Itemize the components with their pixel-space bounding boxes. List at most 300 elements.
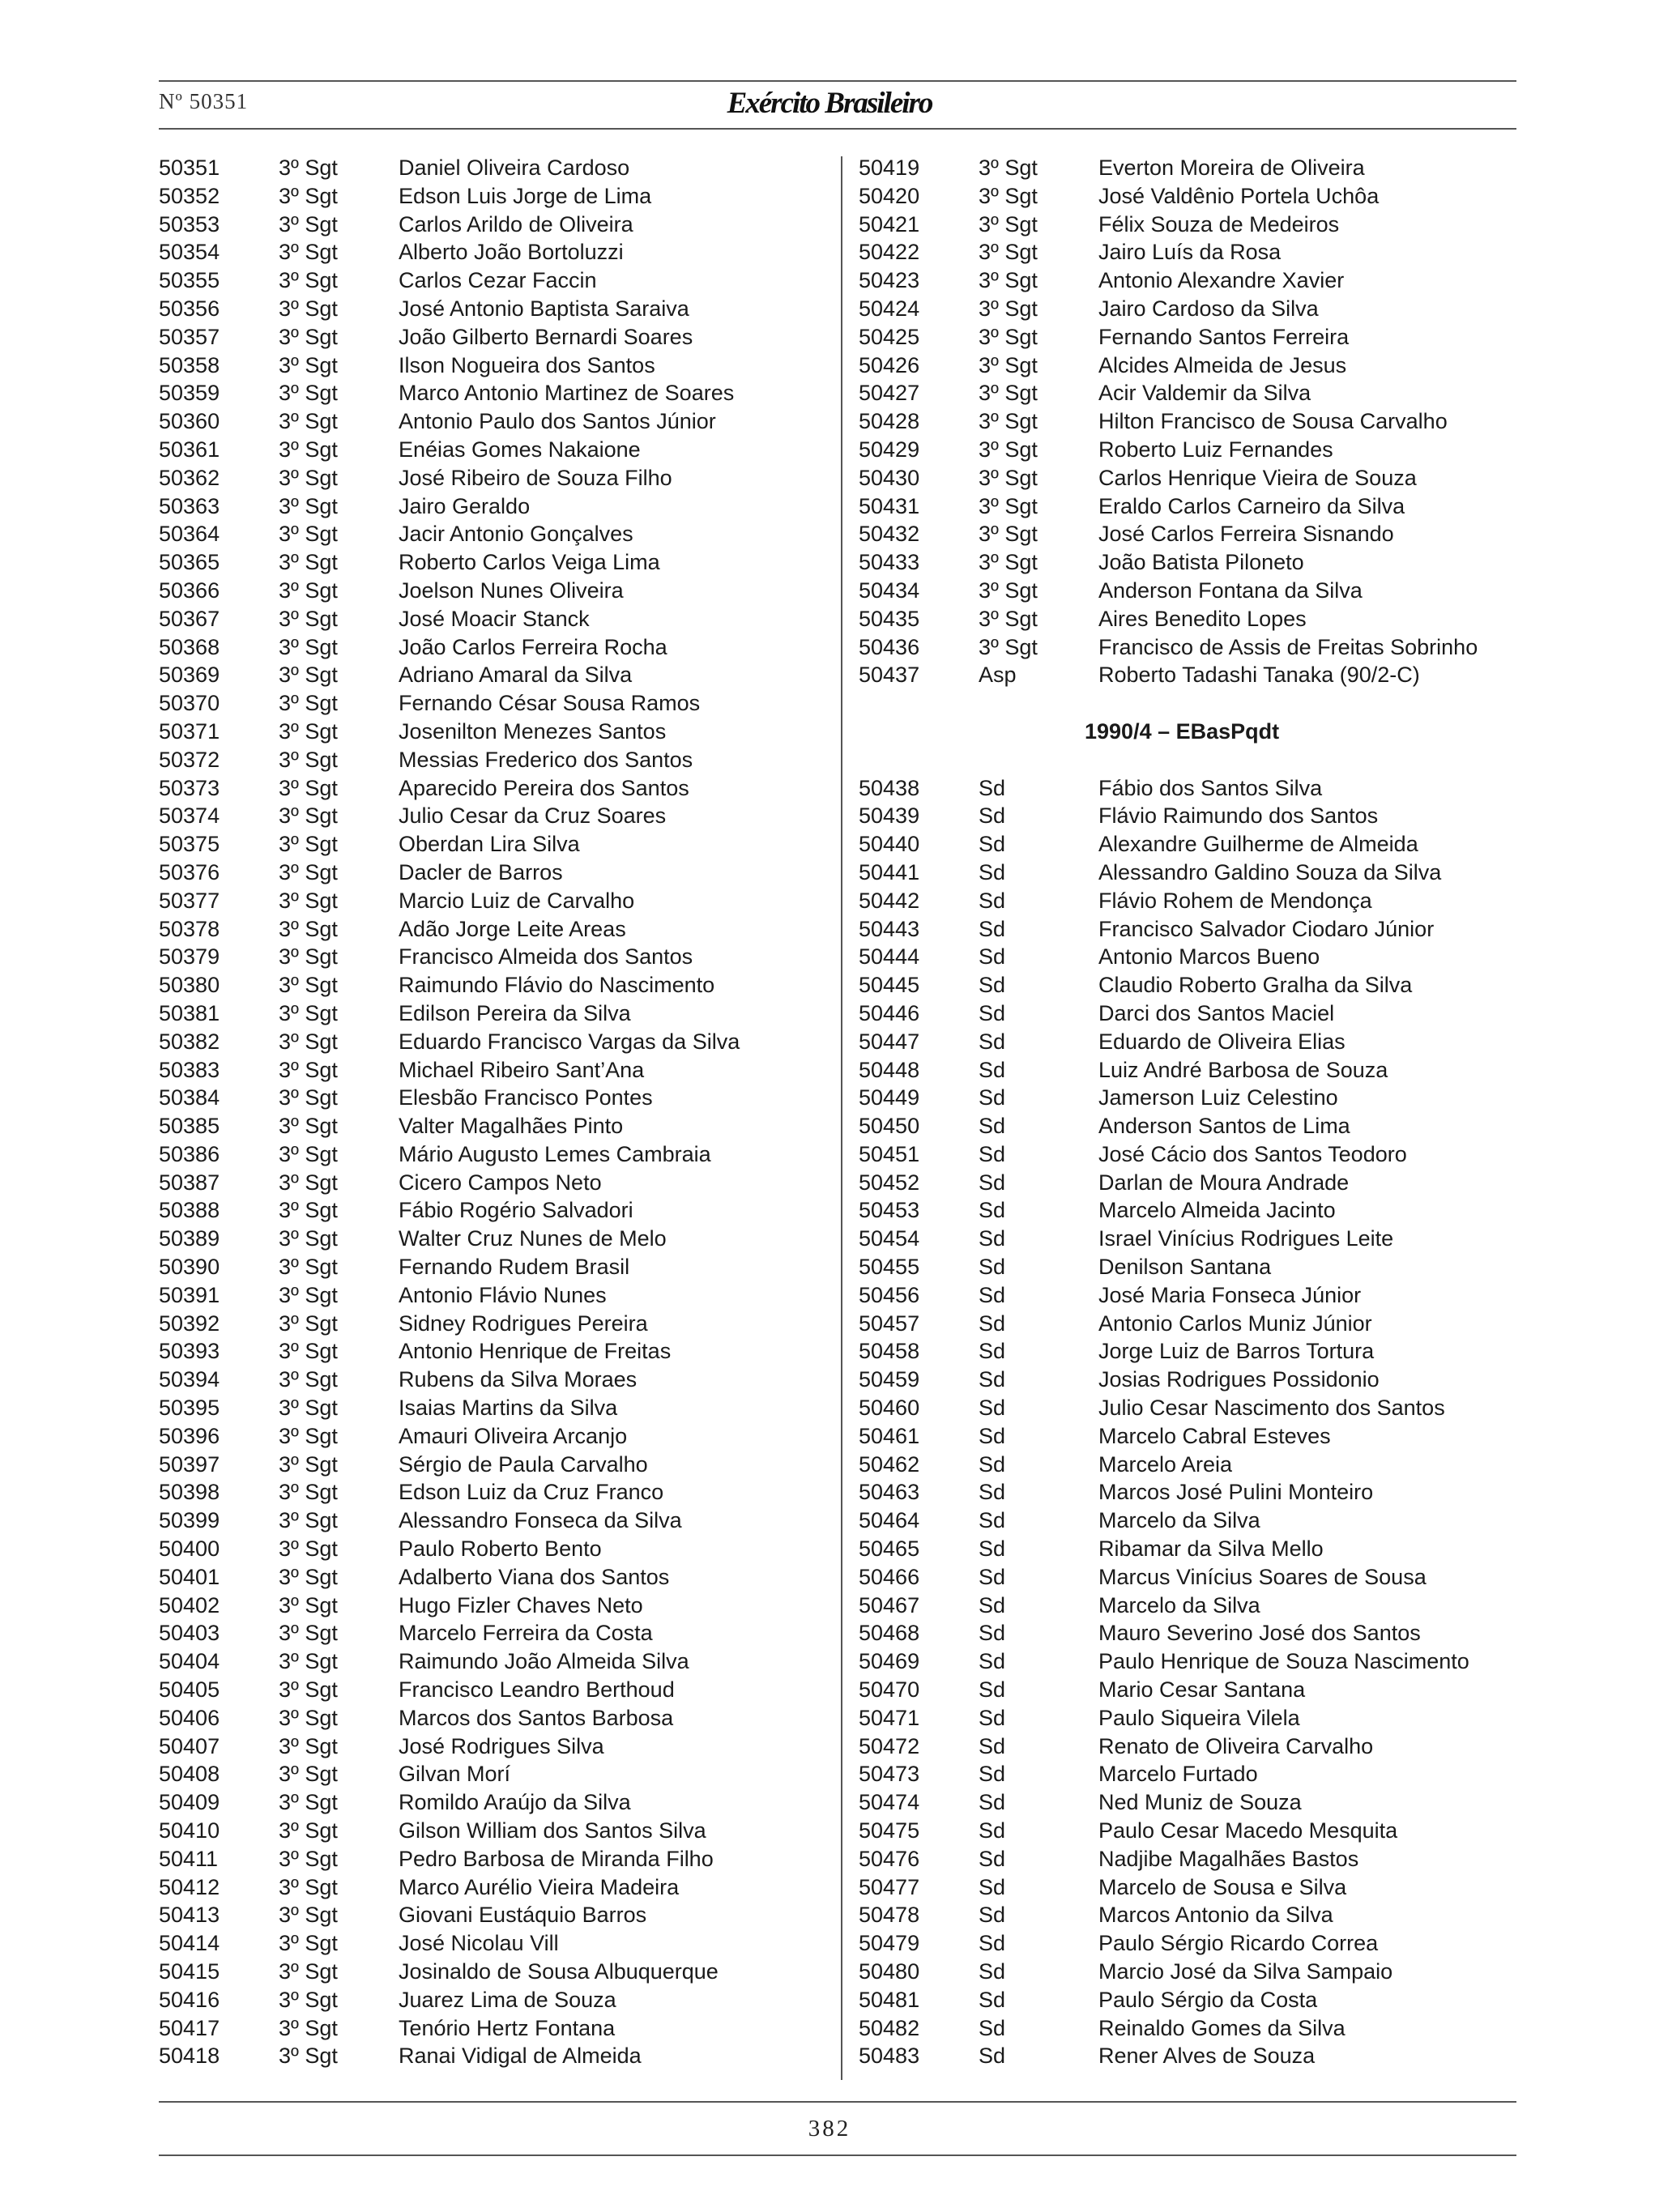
entry-number: 50407: [159, 1733, 220, 1758]
list-item: [159, 1196, 839, 1225]
entry-number: 50356: [159, 296, 220, 321]
entry-name: Elesbão Francisco Pontes: [399, 1085, 653, 1110]
entry-rank: Sd: [979, 1339, 1006, 1364]
list-item: [859, 1478, 1523, 1507]
list-item: [159, 746, 839, 774]
entry-number: 50430: [859, 465, 920, 490]
entry-rank: 3º Sgt: [279, 352, 338, 377]
entry-number: 50443: [859, 916, 920, 941]
entry-number: 50400: [159, 1536, 220, 1562]
entry-rank: 3º Sgt: [279, 183, 338, 208]
entry-number: 50360: [159, 409, 220, 434]
list-item: [159, 464, 839, 492]
entry-rank: Sd: [979, 1733, 1006, 1758]
entry-rank: 3º Sgt: [979, 606, 1038, 631]
entry-name: João Gilberto Bernardi Soares: [399, 324, 693, 349]
list-item: [859, 1592, 1523, 1620]
list-item: [859, 1845, 1523, 1873]
entry-rank: Sd: [979, 1311, 1006, 1336]
entry-name: Paulo Roberto Bento: [399, 1536, 602, 1562]
entry-rank: 3º Sgt: [279, 296, 338, 321]
entry-name: Julio Cesar da Cruz Soares: [399, 803, 667, 829]
entry-rank: Sd: [979, 1451, 1006, 1477]
entry-rank: 3º Sgt: [279, 1311, 338, 1336]
entry-name: Romildo Araújo da Silva: [399, 1790, 631, 1815]
entry-name: Marcelo Almeida Jacinto: [1098, 1198, 1336, 1223]
entry-number: 50476: [859, 1846, 920, 1871]
entry-rank: 3º Sgt: [279, 1057, 338, 1082]
entry-number: 50362: [159, 465, 220, 490]
list-item: [859, 1281, 1523, 1310]
entry-number: 50402: [159, 1592, 220, 1617]
list-item: [159, 1592, 839, 1620]
list-item: [159, 1084, 839, 1112]
entry-rank: Sd: [979, 1621, 1006, 1646]
entry-number: 50409: [159, 1790, 220, 1815]
list-item: [159, 238, 839, 266]
entry-rank: 3º Sgt: [279, 888, 338, 913]
entry-number: 50451: [859, 1141, 920, 1166]
list-item: [159, 802, 839, 830]
entry-name: Oberdan Lira Silva: [399, 832, 580, 857]
list-item: [159, 211, 839, 239]
list-item: [159, 1958, 839, 1986]
entry-name: José Nicolau Vill: [399, 1931, 559, 1956]
entry-name: Marcus Vinícius Soares de Sousa: [1098, 1564, 1427, 1589]
entry-name: Marcelo Areia: [1098, 1451, 1233, 1477]
list-item: [859, 1733, 1523, 1761]
list-item: [159, 1478, 839, 1507]
list-item: [859, 1112, 1523, 1140]
entry-name: Edson Luis Jorge de Lima: [399, 183, 652, 208]
entry-number: 50358: [159, 352, 220, 377]
entry-name: Nadjibe Magalhães Bastos: [1098, 1846, 1359, 1871]
entry-name: Daniel Oliveira Cardoso: [399, 156, 630, 180]
entry-number: 50391: [159, 1282, 220, 1307]
entry-name: Raimundo João Almeida Silva: [399, 1649, 689, 1674]
entry-number: 50385: [159, 1114, 220, 1139]
entry-rank: 3º Sgt: [279, 1085, 338, 1110]
list-item: [159, 323, 839, 352]
entry-number: 50352: [159, 183, 220, 208]
entry-number: 50395: [159, 1396, 220, 1421]
entry-name: Israel Vinícius Rodrigues Leite: [1098, 1226, 1394, 1251]
entry-name: Renato de Oliveira Carvalho: [1098, 1733, 1374, 1758]
entry-rank: Sd: [979, 1705, 1006, 1730]
list-item: [159, 436, 839, 464]
left-column: [159, 154, 839, 2070]
entry-number: 50462: [859, 1451, 920, 1477]
entry-rank: 3º Sgt: [979, 634, 1038, 659]
entry-number: 50371: [159, 718, 220, 744]
list-item: [159, 1169, 839, 1197]
list-item: [859, 1422, 1523, 1451]
entry-number: 50452: [859, 1170, 920, 1195]
list-item: [859, 1253, 1523, 1281]
entry-rank: 3º Sgt: [279, 718, 338, 744]
entry-number: 50384: [159, 1085, 220, 1110]
entry-rank: 3º Sgt: [979, 240, 1038, 265]
entry-rank: Sd: [979, 1085, 1006, 1110]
list-item: [859, 266, 1523, 295]
entry-name: Raimundo Flávio do Nascimento: [399, 973, 715, 998]
entry-rank: 3º Sgt: [979, 465, 1038, 490]
entry-name: Josias Rodrigues Possidonio: [1098, 1367, 1380, 1392]
entry-name: Claudio Roberto Gralha da Silva: [1098, 973, 1413, 998]
entry-name: José Cácio dos Santos Teodoro: [1098, 1141, 1407, 1166]
entry-number: 50464: [859, 1508, 920, 1533]
entry-name: Joelson Nunes Oliveira: [399, 578, 624, 603]
entry-rank: 3º Sgt: [279, 916, 338, 941]
entry-rank: Sd: [979, 1592, 1006, 1617]
list-item: [859, 1507, 1523, 1535]
entry-rank: 3º Sgt: [979, 522, 1038, 547]
entry-number: 50389: [159, 1226, 220, 1251]
entry-rank: Sd: [979, 944, 1006, 970]
list-item: [859, 1760, 1523, 1788]
entry-number: 50416: [159, 1987, 220, 2012]
entry-number: 50459: [859, 1367, 920, 1392]
entry-name: Flávio Raimundo dos Santos: [1098, 803, 1379, 829]
entry-rank: 3º Sgt: [979, 550, 1038, 575]
entry-rank: Sd: [979, 1423, 1006, 1448]
entry-number: 50460: [859, 1396, 920, 1421]
entry-number: 50473: [859, 1762, 920, 1787]
list-item: [159, 352, 839, 380]
list-item: [159, 520, 839, 548]
list-item: [859, 464, 1523, 492]
entry-name: Denilson Santana: [1098, 1255, 1272, 1280]
list-item: [859, 1196, 1523, 1225]
entry-number: 50380: [159, 973, 220, 998]
entry-name: José Rodrigues Silva: [399, 1733, 604, 1758]
entry-rank: 3º Sgt: [279, 1931, 338, 1956]
entry-number: 50428: [859, 409, 920, 434]
entry-number: 50377: [159, 888, 220, 913]
entry-number: 50477: [859, 1874, 920, 1899]
entry-name: Marcio Luiz de Carvalho: [399, 888, 635, 913]
entry-rank: Sd: [979, 1564, 1006, 1589]
list-item: [159, 943, 839, 971]
list-item: [159, 1028, 839, 1056]
entry-name: Reinaldo Gomes da Silva: [1098, 2015, 1346, 2040]
entry-number: 50363: [159, 493, 220, 518]
list-item: [859, 1873, 1523, 1902]
document-number: Nº 50351: [159, 89, 249, 113]
entry-name: Eduardo de Oliveira Elias: [1098, 1029, 1346, 1054]
entry-rank: 3º Sgt: [279, 1536, 338, 1562]
entry-name: Paulo Sérgio Ricardo Correa: [1098, 1931, 1379, 1956]
list-item: [859, 1056, 1523, 1085]
list-item: [859, 323, 1523, 352]
entry-name: Jamerson Luiz Celestino: [1098, 1085, 1338, 1110]
entry-number: 50401: [159, 1564, 220, 1589]
list-item: [859, 887, 1523, 915]
entry-name: Adão Jorge Leite Areas: [399, 916, 626, 941]
entry-number: 50465: [859, 1536, 920, 1562]
entry-name: Francisco de Assis de Freitas Sobrinho: [1098, 634, 1478, 659]
entry-rank: Sd: [979, 1114, 1006, 1139]
entry-rank: Sd: [979, 1649, 1006, 1674]
entry-rank: 3º Sgt: [279, 859, 338, 884]
entry-number: 50438: [859, 775, 920, 800]
list-item: [859, 774, 1523, 803]
list-item: [859, 1394, 1523, 1422]
entry-number: 50461: [859, 1423, 920, 1448]
entry-rank: 3º Sgt: [279, 606, 338, 631]
entry-rank: Sd: [979, 1255, 1006, 1280]
entry-rank: 3º Sgt: [279, 2044, 338, 2069]
entry-rank: Sd: [979, 1677, 1006, 1703]
entry-name: Eduardo Francisco Vargas da Silva: [399, 1029, 740, 1054]
entry-name: Edson Luiz da Cruz Franco: [399, 1480, 664, 1505]
entry-rank: 3º Sgt: [979, 578, 1038, 603]
entry-rank: 3º Sgt: [979, 381, 1038, 406]
list-item: [859, 548, 1523, 577]
list-item: [159, 1310, 839, 1338]
entry-name: Mario Cesar Santana: [1098, 1677, 1306, 1703]
entry-name: Antonio Carlos Muniz Júnior: [1098, 1311, 1372, 1336]
entry-rank: 3º Sgt: [279, 211, 338, 237]
entry-name: Fernando Rudem Brasil: [399, 1255, 630, 1280]
entry-number: 50436: [859, 634, 920, 659]
entry-number: 50425: [859, 324, 920, 349]
list-item: [859, 407, 1523, 436]
list-item: [859, 211, 1523, 239]
list-item: [159, 1873, 839, 1902]
header-top-rule: [159, 80, 1516, 82]
entry-name: Alcides Almeida de Jesus: [1098, 352, 1347, 377]
entry-name: Pedro Barbosa de Miranda Filho: [399, 1846, 714, 1871]
list-item: [159, 1845, 839, 1873]
entry-rank: Sd: [979, 1818, 1006, 1843]
entry-rank: 3º Sgt: [279, 1987, 338, 2012]
list-item: [159, 887, 839, 915]
entry-rank: 3º Sgt: [279, 1170, 338, 1195]
entry-number: 50411: [159, 1846, 219, 1871]
blank-line: [859, 689, 1523, 718]
entry-rank: 3º Sgt: [279, 634, 338, 659]
entry-rank: Sd: [979, 2044, 1006, 2069]
entry-rank: Sd: [979, 1846, 1006, 1871]
entry-rank: 3º Sgt: [279, 2015, 338, 2040]
entry-rank: 3º Sgt: [979, 268, 1038, 293]
list-item: [859, 1028, 1523, 1056]
entry-name: Alessandro Galdino Souza da Silva: [1098, 859, 1442, 884]
entry-name: Alberto João Bortoluzzi: [399, 240, 624, 265]
entry-rank: 3º Sgt: [279, 1339, 338, 1364]
entry-number: 50388: [159, 1198, 220, 1223]
entry-number: 50392: [159, 1311, 220, 1336]
entry-number: 50386: [159, 1141, 220, 1166]
entry-rank: 3º Sgt: [279, 1733, 338, 1758]
entry-number: 50364: [159, 522, 220, 547]
entry-number: 50434: [859, 578, 920, 603]
entry-number: 50414: [159, 1931, 220, 1956]
entry-number: 50393: [159, 1339, 220, 1364]
list-item: [159, 689, 839, 718]
entry-name: Mário Augusto Lemes Cambraia: [399, 1141, 711, 1166]
entry-rank: Sd: [979, 1931, 1006, 1956]
entry-rank: 3º Sgt: [279, 1959, 338, 1984]
list-item: [159, 971, 839, 999]
entry-number: 50439: [859, 803, 920, 829]
list-item: [859, 859, 1523, 887]
entry-number: 50450: [859, 1114, 920, 1139]
entry-rank: Sd: [979, 1226, 1006, 1251]
entry-name: Marcos José Pulini Monteiro: [1098, 1480, 1374, 1505]
list-item: [159, 1507, 839, 1535]
right-column-bottom-list: [859, 774, 1523, 2071]
list-item: [859, 1310, 1523, 1338]
entry-number: 50418: [159, 2044, 220, 2069]
entry-rank: Sd: [979, 775, 1006, 800]
entry-name: Gilvan Morí: [399, 1762, 511, 1787]
list-item: [859, 154, 1523, 182]
entry-rank: 3º Sgt: [279, 1480, 338, 1505]
list-item: [159, 1253, 839, 1281]
entry-number: 50421: [859, 211, 920, 237]
list-item: [859, 577, 1523, 605]
entry-number: 50374: [159, 803, 220, 829]
entry-name: Antonio Flávio Nunes: [399, 1282, 607, 1307]
list-item: [159, 774, 839, 803]
entry-number: 50449: [859, 1085, 920, 1110]
entry-number: 50468: [859, 1621, 920, 1646]
entry-rank: 3º Sgt: [279, 1621, 338, 1646]
section-title: 1990/4 – EBasPqdt: [1085, 718, 1280, 744]
entry-number: 50351: [159, 156, 220, 180]
list-item: [159, 1619, 839, 1647]
entry-name: Fábio dos Santos Silva: [1098, 775, 1323, 800]
entry-number: 50396: [159, 1423, 220, 1448]
entry-rank: 3º Sgt: [979, 296, 1038, 321]
entry-number: 50415: [159, 1959, 220, 1984]
entry-rank: Sd: [979, 1000, 1006, 1025]
entry-rank: 3º Sgt: [979, 183, 1038, 208]
entry-rank: 3º Sgt: [279, 409, 338, 434]
list-item: [159, 407, 839, 436]
entry-rank: Sd: [979, 803, 1006, 829]
entry-name: Alessandro Fonseca da Silva: [399, 1508, 682, 1533]
entry-name: Cicero Campos Neto: [399, 1170, 602, 1195]
entry-name: Gilson William dos Santos Silva: [399, 1818, 706, 1843]
entry-number: 50432: [859, 522, 920, 547]
entry-name: Fernando Santos Ferreira: [1098, 324, 1350, 349]
entry-name: Josinaldo de Sousa Albuquerque: [399, 1959, 719, 1984]
list-item: [159, 1929, 839, 1958]
entry-name: Jacir Antonio Gonçalves: [399, 522, 633, 547]
entry-number: 50357: [159, 324, 220, 349]
entry-rank: Sd: [979, 1903, 1006, 1928]
entry-number: 50480: [859, 1959, 920, 1984]
list-item: [159, 1535, 839, 1563]
footer-top-rule: [159, 2101, 1516, 2103]
entry-name: Francisco Leandro Berthoud: [399, 1677, 675, 1703]
entry-name: Everton Moreira de Oliveira: [1098, 156, 1365, 180]
entry-number: 50354: [159, 240, 220, 265]
entry-number: 50419: [859, 156, 920, 180]
entry-number: 50375: [159, 832, 220, 857]
entry-number: 50368: [159, 634, 220, 659]
entry-number: 50353: [159, 211, 220, 237]
entry-rank: 3º Sgt: [279, 1255, 338, 1280]
entry-number: 50429: [859, 437, 920, 462]
entry-rank: 3º Sgt: [279, 522, 338, 547]
entry-number: 50463: [859, 1480, 920, 1505]
entry-rank: 3º Sgt: [279, 1874, 338, 1899]
entry-name: Flávio Rohem de Mendonça: [1098, 888, 1372, 913]
entry-name: Ned Muniz de Souza: [1098, 1790, 1302, 1815]
list-item: [159, 492, 839, 521]
entry-name: Antonio Marcos Bueno: [1098, 944, 1320, 970]
entry-rank: Sd: [979, 1141, 1006, 1166]
entry-number: 50457: [859, 1311, 920, 1336]
list-item: [859, 1817, 1523, 1845]
entry-number: 50448: [859, 1057, 920, 1082]
entry-rank: 3º Sgt: [279, 156, 338, 180]
entry-name: Paulo Henrique de Souza Nascimento: [1098, 1649, 1469, 1674]
entry-name: Jairo Cardoso da Silva: [1098, 296, 1319, 321]
entry-name: Jairo Luís da Rosa: [1098, 240, 1282, 265]
entry-name: João Batista Piloneto: [1098, 550, 1304, 575]
list-item: [159, 999, 839, 1028]
entry-number: 50426: [859, 352, 920, 377]
list-item: [159, 266, 839, 295]
entry-number: 50355: [159, 268, 220, 293]
list-item: [859, 1366, 1523, 1394]
entry-rank: 3º Sgt: [279, 1396, 338, 1421]
entry-name: Marcelo da Silva: [1098, 1592, 1260, 1617]
entry-rank: Sd: [979, 1987, 1006, 2012]
entry-name: Mauro Severino José dos Santos: [1098, 1621, 1421, 1646]
entry-name: Julio Cesar Nascimento dos Santos: [1098, 1396, 1445, 1421]
entry-number: 50458: [859, 1339, 920, 1364]
list-item: [159, 182, 839, 211]
list-item: [859, 661, 1523, 689]
entry-name: Marco Aurélio Vieira Madeira: [399, 1874, 680, 1899]
entry-name: Fernando César Sousa Ramos: [399, 691, 701, 716]
list-item: [859, 295, 1523, 323]
entry-rank: Sd: [979, 973, 1006, 998]
list-item: [859, 1084, 1523, 1112]
list-item: [159, 1366, 839, 1394]
entry-number: 50453: [859, 1198, 920, 1223]
entry-rank: 3º Sgt: [279, 1029, 338, 1054]
list-item: [859, 238, 1523, 266]
entry-number: 50483: [859, 2044, 920, 2069]
list-item: [159, 1140, 839, 1169]
entry-name: Marcelo Cabral Esteves: [1098, 1423, 1331, 1448]
entry-name: Giovani Eustáquio Barros: [399, 1903, 647, 1928]
entry-name: Acir Valdemir da Silva: [1098, 381, 1311, 406]
entry-rank: 3º Sgt: [279, 1705, 338, 1730]
list-item: [159, 577, 839, 605]
entry-rank: Sd: [979, 1874, 1006, 1899]
entry-number: 50359: [159, 381, 220, 406]
list-item: [159, 1788, 839, 1817]
entry-rank: 3º Sgt: [279, 1846, 338, 1871]
entry-name: Marcio José da Silva Sampaio: [1098, 1959, 1393, 1984]
entry-number: 50410: [159, 1818, 220, 1843]
entry-name: Edilson Pereira da Silva: [399, 1000, 631, 1025]
list-item: [859, 999, 1523, 1028]
entry-number: 50442: [859, 888, 920, 913]
list-item: [159, 718, 839, 746]
entry-number: 50366: [159, 578, 220, 603]
entry-number: 50373: [159, 775, 220, 800]
entry-number: 50440: [859, 832, 920, 857]
